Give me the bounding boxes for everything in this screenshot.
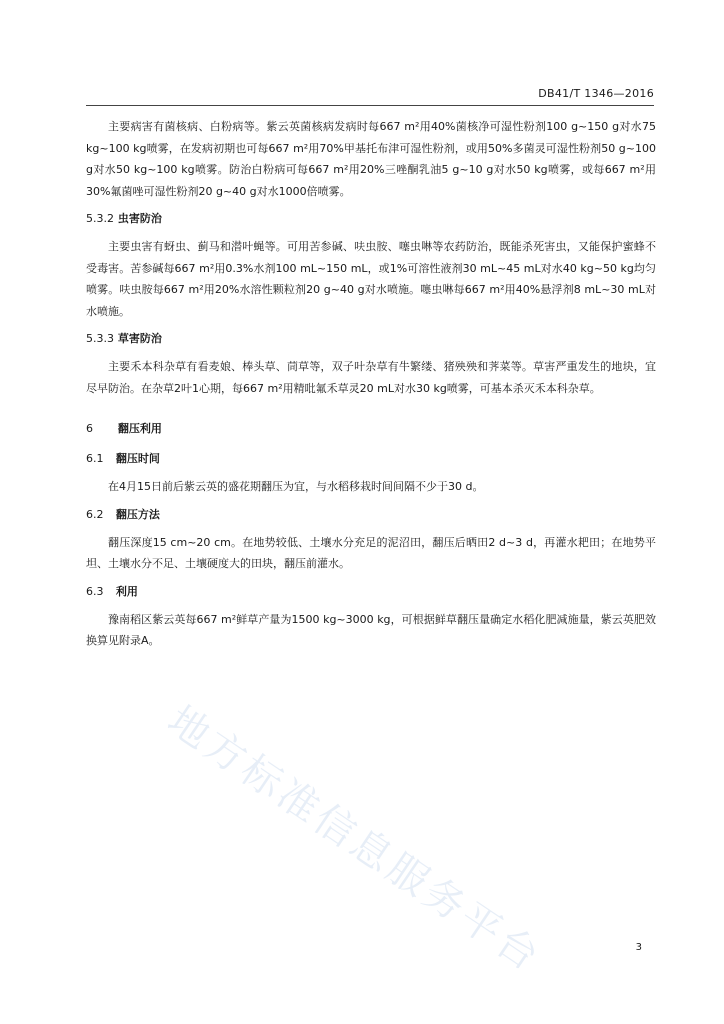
heading-title: 利用	[115, 584, 138, 598]
utilization-paragraph: 豫南稻区紫云英每667 m²鲜草产量为1500 kg~3000 kg，可根据鲜草翻压量确定水稻化肥减施量，紫云英肥效换算见附录A。	[86, 612, 656, 647]
heading-number: 5.3.2	[86, 212, 114, 225]
heading-6-3	[86, 584, 656, 600]
heading-title: 翻压方法	[115, 507, 160, 521]
watermark-text: 地方标准信息服务平台	[159, 697, 550, 982]
heading-number: 6.1	[86, 452, 104, 465]
heading-number: 5.3.3	[86, 332, 114, 345]
heading-6-1	[86, 451, 656, 467]
heading-6-2	[86, 507, 656, 523]
flipping-method-paragraph: 翻压深度15 cm~20 cm。在地势较低、土壤水分充足的泥沼田，翻压后晒田2 d~3 d，再灌水耙田；在地势平坦、土壤水分不足、土壤硬度大的田块，翻压前灌水。	[86, 535, 656, 570]
heading-title: 翻压时间	[115, 452, 160, 465]
page-body	[86, 116, 656, 652]
heading-6	[86, 421, 656, 437]
heading-title: 翻压利用	[117, 422, 162, 435]
heading-title: 虫害防治	[117, 212, 162, 225]
disease-control-paragraph: 主要病害有菌核病、白粉病等。紫云英菌核病发病时每667 m²用40%菌核净可湿性粉剂100 g~150 g对水75 kg~100 kg喷雾，在发病初期也可每667 m²用70%甲基托布津可湿性粉剂，或用50%多菌灵可湿性粉剂50 g~100 g对水50 kg~100 kg喷雾。防治白粉病可每667 m²用20%三唑酮乳油5 g~10 g对水50 kg喷雾，或每667 m²用30%氟菌唑可湿性粉剂20 g~40 g对水1000倍喷雾。	[86, 120, 656, 198]
insect-control-paragraph: 主要虫害有蚜虫、蓟马和潜叶蝇等。可用苦参碱、呋虫胺、噻虫啉等农药防治，既能杀死害虫，又能保护蜜蜂不受毒害。苦参碱每667 m²用0.3%水剂100 mL~150 mL，或1%可溶性液剂30 mL~45 mL对水40 kg~50 kg均匀喷雾。呋虫胺每667 m²用20%水溶性颗粒剂20 g~40 g对水喷施。噻虫啉每667 m²用40%悬浮剂8 mL~30 mL对水喷施。	[86, 240, 656, 318]
page-number: 3	[635, 942, 642, 953]
heading-number: 6	[86, 422, 93, 435]
flipping-time-paragraph: 在4月15日前后紫云英的盛花期翻压为宜，与水稻移栽时间间隔不少于30 d。	[108, 480, 484, 493]
heading-number: 6.2	[86, 507, 104, 521]
header-divider	[86, 105, 654, 106]
heading-number: 6.3	[86, 584, 104, 598]
weed-control-paragraph: 主要禾本科杂草有看麦娘、棒头草、茼草等，双子叶杂草有牛繁缕、猪殃殃和荠菜等。草害严重发生的地块，宜尽早防治。在杂草2叶1心期，每667 m²用精吡氟禾草灵20 mL对水30 kg喷雾，可基本杀灭禾本科杂草。	[86, 360, 656, 395]
heading-5-3-2	[86, 211, 656, 227]
document-code: DB41/T 1346—2016	[538, 87, 654, 100]
heading-5-3-3	[86, 331, 656, 347]
heading-title: 草害防治	[117, 332, 162, 345]
